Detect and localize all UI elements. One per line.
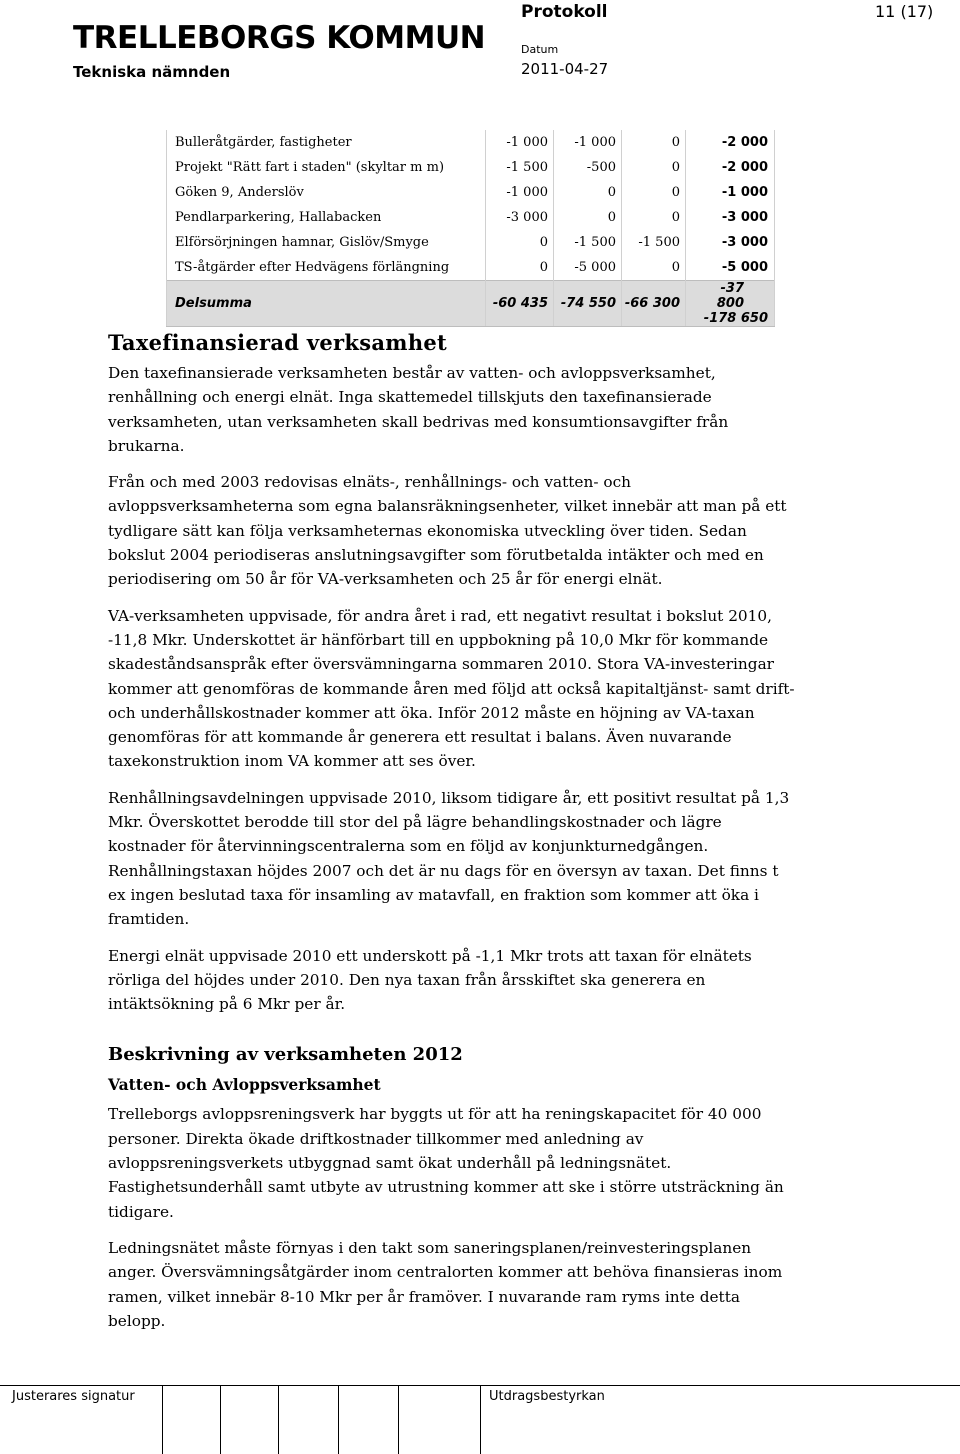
document-type: Protokoll [521,2,608,22]
main-content [108,330,798,1333]
row-col1: -1 000 [486,180,554,205]
budget-table [166,130,775,327]
extract-box-divider [480,1386,481,1454]
row-total: -2 000 [686,155,775,180]
heading-taxefinansierad: Taxefinansierad verksamhet [108,330,448,355]
row-col3: 0 [622,155,686,180]
paragraph: Renhållningsavdelningen uppvisade 2010, liksom tidigare år, ett positivt resultat på 1,3 Mkr. Överskottet berodde till stor del på lägre behandlingskostnader och lägre kostnader för återvinningscentralerna som en följd av konjunkturnedgången. Renhållningstaxan höjdes 2007 och det är nu dags för en översyn av taxan. Det finns t ex ingen beslutad taxa för insamling av matavfall, en fraktion som kommer att öka i framtiden. [108,788,790,929]
row-col3: -1 500 [622,230,686,255]
paragraph: Den taxefinansierade verksamheten består av vatten- och avloppsverksamhet, renhållning och energi elnät. Inga skattemedel tillskjuts den taxefinansierade verksamheten, utan verksamheten skall bedrivas med konsumtionsavgifter från brukarna. [108,364,729,455]
row-col3: 0 [622,255,686,281]
row-total: -3 000 [686,230,775,255]
subtotal-col1: -60 435 [486,281,554,327]
table-row [167,230,775,255]
signature-box-divider [162,1386,163,1454]
extract-label: Utdragsbestyrkan [489,1389,605,1404]
row-col2: -1 500 [554,230,622,255]
table-row [167,255,775,281]
subtotal-col2: -74 550 [554,281,622,327]
row-col2: -500 [554,155,622,180]
row-col3: 0 [622,180,686,205]
page-number: 11 (17) [875,2,934,21]
row-name: Elförsörjningen hamnar, Gislöv/Smyge [167,230,486,255]
row-col3: 0 [622,130,686,155]
signature-label: Justerares signatur [12,1389,135,1404]
row-col2: -1 000 [554,130,622,155]
paragraph: Från och med 2003 redovisas elnäts-, renhållnings- och vatten- och avloppsverksamheterna som egna balansräkningsenheter, vilket innebär att man på ett tydligare sätt kan följa verksamheternas ekonomiska utveckling över tiden. Sedan bokslut 2004 periodiseras anslutningsavgifter som förutbetalda intäkter och med en periodisering om 50 år för VA-verksamheten och 25 år för energi elnät. [108,473,787,589]
row-col1: 0 [486,255,554,281]
row-col2: 0 [554,180,622,205]
subtotal-grand: -178 650 [703,311,768,326]
date-label: Datum [521,43,559,56]
organization-name: TRELLEBORGS KOMMUN [73,20,486,56]
paragraph: Ledningsnätet måste förnyas i den takt som saneringsplanen/reinvesteringsplanen anger. Översvämningsåtgärder inom centralorten kommer att behöva finansieras inom ramen, vilket innebär 8-10 Mkr per år framöver. I nuvarande ram ryms inte detta belopp. [108,1238,783,1330]
row-col1: -3 000 [486,205,554,230]
row-col1: -1 500 [486,155,554,180]
table-row [167,205,775,230]
table-row [167,155,775,180]
paragraph: Energi elnät uppvisade 2010 ett underskott på -1,1 Mkr trots att taxan för elnätets rörliga del höjdes under 2010. Den nya taxan från årsskiftet ska generera en intäktsökning på 6 Mkr per år. [108,946,752,1014]
heading-beskrivning: Beskrivning av verksamheten 2012 [108,1044,463,1066]
signature-box-divider [220,1386,221,1454]
paragraph: VA-verksamheten uppvisade, för andra året i rad, ett negativt resultat i bokslut 2010, -11,8 Mkr. Underskottet är hänförbart till en uppbokning på 10,0 Mkr för kommande skadeståndsanspråk efter översvämningarna sommaren 2010. Stora VA-investeringar kommer att genomföras de kommande åren med följd att också kapitaltjänst- samt drift- och underhållskostnader kommer att öka. Inför 2012 måste en höjning av VA-taxan genomföras för att kommande år generera ett resultat i balans. Även nuvarande taxekonstruktion inom VA kommer att ses över. [108,606,795,771]
row-name: Bulleråtgärder, fastigheter [167,130,486,155]
subtotal-label: Delsumma [167,281,486,327]
signature-box-divider [338,1386,339,1454]
row-name: TS-åtgärder efter Hedvägens förlängning [167,255,486,281]
table-row [167,130,775,155]
date-value: 2011-04-27 [521,60,609,78]
row-name: Projekt "Rätt fart i staden" (skyltar m m) [167,155,486,180]
subtotal-total [686,281,775,327]
signature-box-divider [278,1386,279,1454]
row-total: -3 000 [686,205,775,230]
row-total: -2 000 [686,130,775,155]
row-col3: 0 [622,205,686,230]
signature-box-divider [398,1386,399,1454]
table-row [167,180,775,205]
table-row-subtotal [167,281,775,327]
paragraph: Trelleborgs avloppsreningsverk har byggts ut för att ha reningskapacitet för 40 000 personer. Direkta ökade driftkostnader tillkommer med anledning av avloppsreningsverkets utbyggnad samt ökat underhåll på ledningsnätet. Fastighetsunderhåll samt utbyte av utrustning kommer att ske i större utsträckning än tidigare. [108,1105,784,1221]
row-col1: -1 000 [486,130,554,155]
subtotal-col3: -66 300 [622,281,686,327]
subtotal-col4: -37 800 [716,281,744,311]
row-name: Göken 9, Anderslöv [167,180,486,205]
row-total: -1 000 [686,180,775,205]
row-col1: 0 [486,230,554,255]
row-col2: 0 [554,205,622,230]
row-total: -5 000 [686,255,775,281]
department-name: Tekniska nämnden [73,63,231,81]
row-name: Pendlarparkering, Hallabacken [167,205,486,230]
heading-vatten-avlopp: Vatten- och Avloppsverksamhet [108,1075,381,1095]
row-col2: -5 000 [554,255,622,281]
